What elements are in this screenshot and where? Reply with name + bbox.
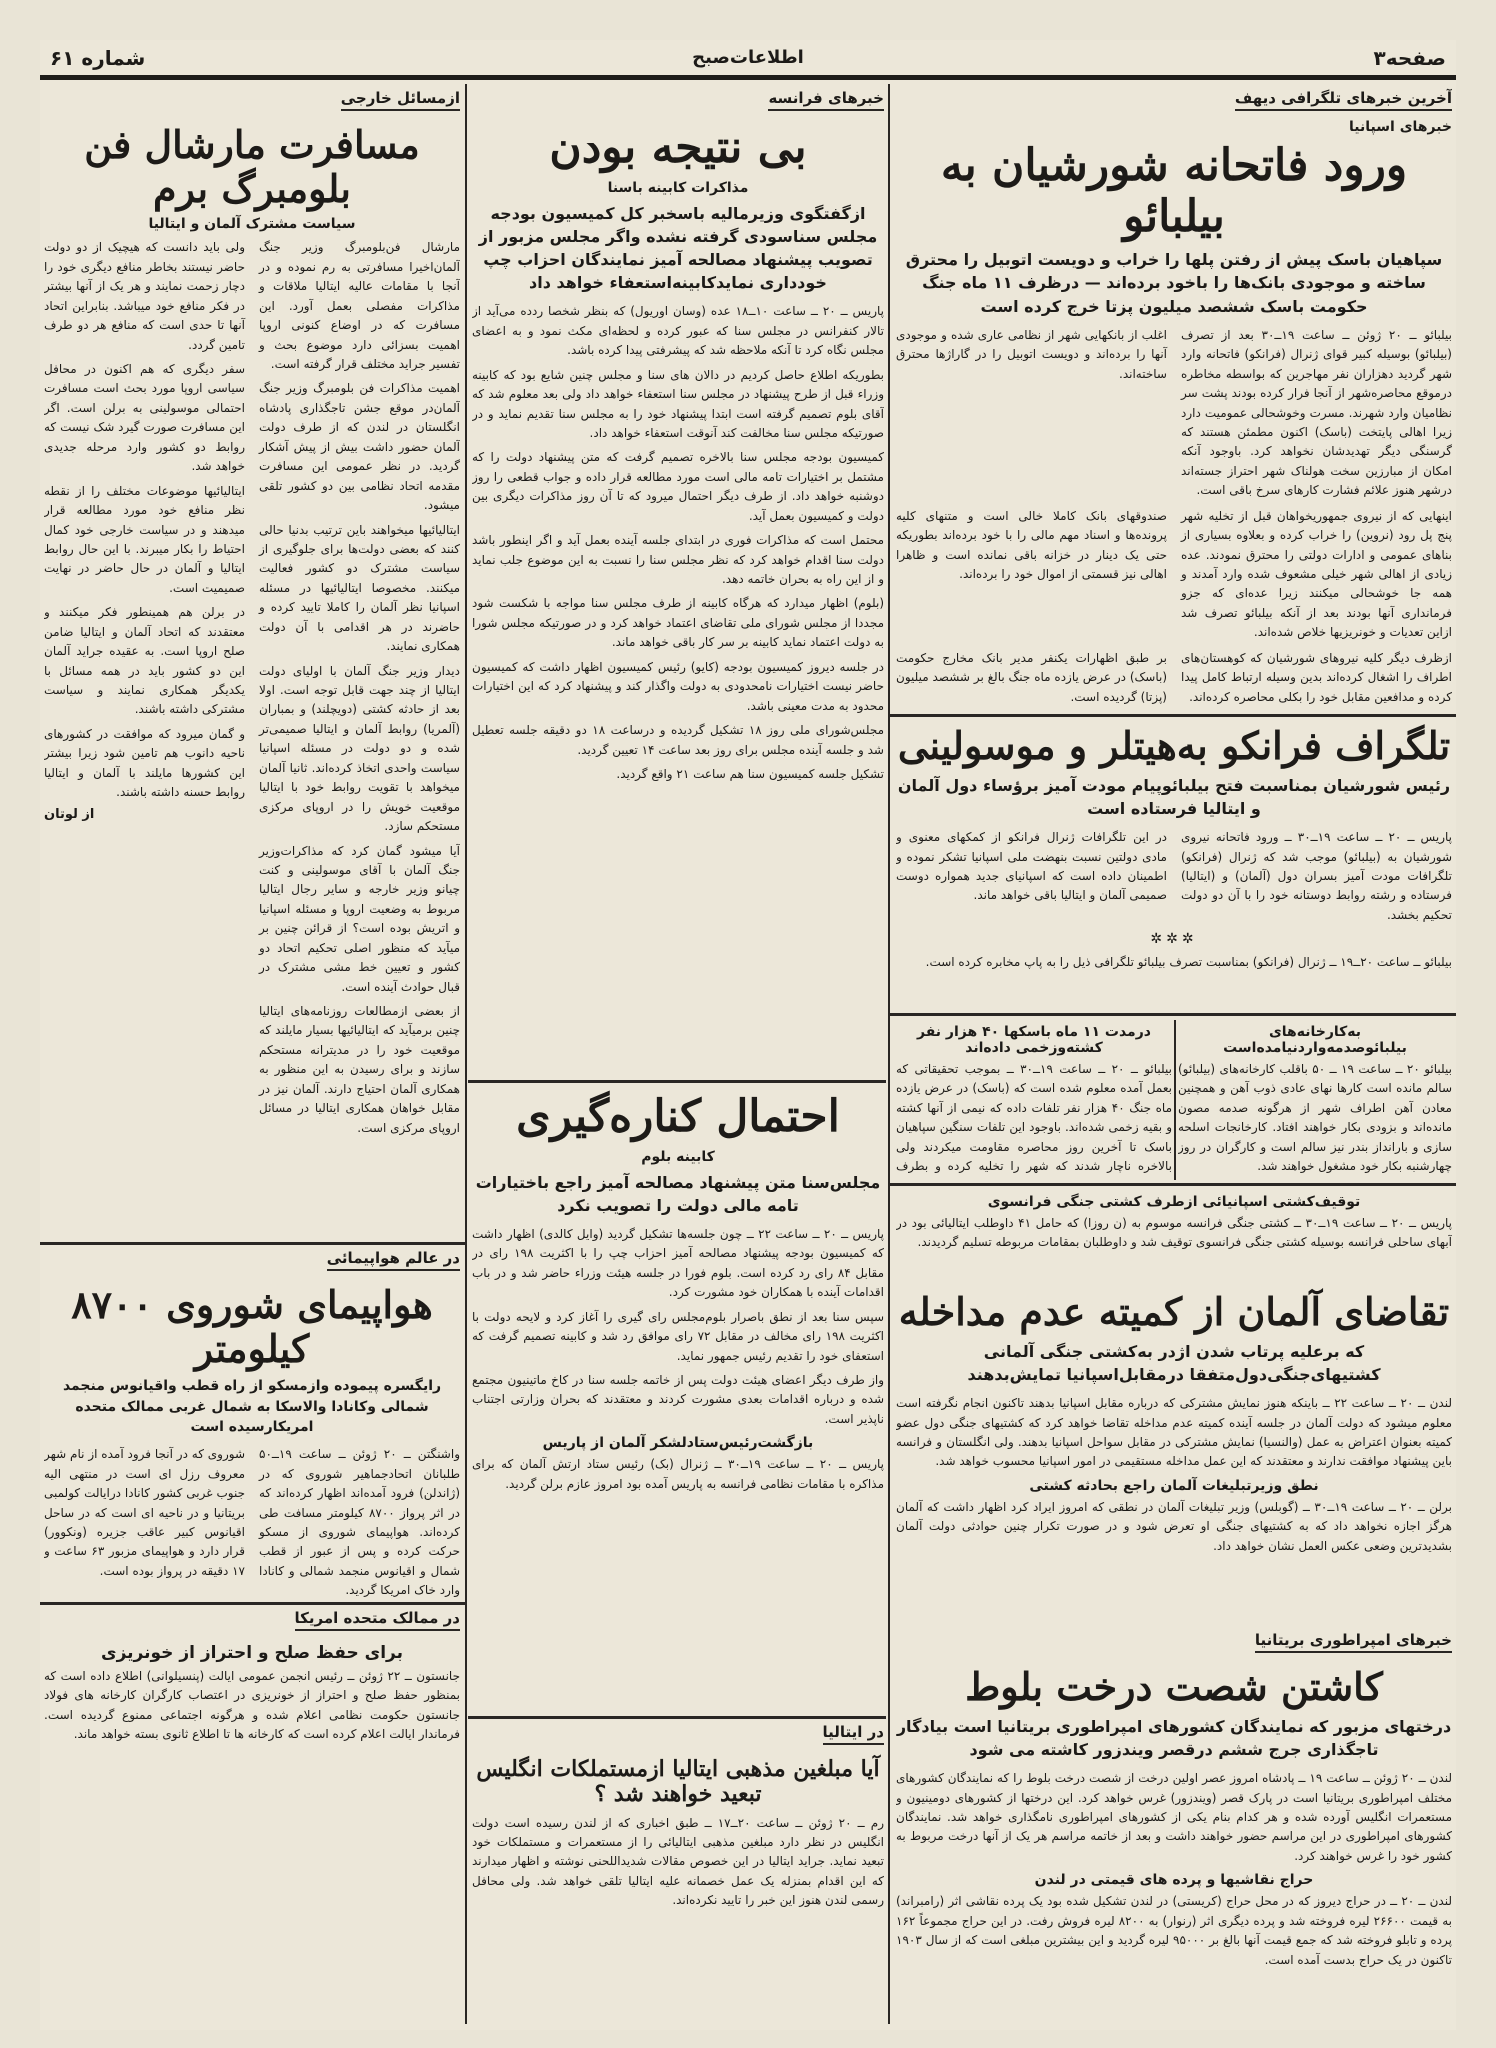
- subheadline: ازگفتگوی وزیرمالیه باسخبر کل کمیسیون بودجه مجلس سناسودی گرفته نشده واگر مجلس مزبور از تصویب پیشنهاد مصالحه آمیز نمایندگان احزاب چپ خودداری نمایدکابینه‌استعفاء خواهد داد: [478, 203, 878, 293]
- body-paragraph: مجلس‌شورای ملی روز ۱۸ تشکیل گردیده و درساعت ۱۸ دو دقیقه جلسه تعطیل شد و جلسه آینده مجلس برای روز بعد ساعت ۱۴ تعیین گردید.: [472, 723, 884, 757]
- article-possible-resignation: [472, 1086, 884, 1712]
- subheadline: سپاهیان باسک پیش از رفتن پلها را خراب و دویست اتوبیل را محترق ساخته و موجودی بانک‌ها را باخود برده‌اند — درظرف ۱۱ ماه جنگ حکومت باسک ششصد میلیون پزتا خرج کرده است: [905, 250, 1443, 316]
- body-paragraph: لندن ــ ۲۰ ــ در حراج دیروز که در محل حراج (کریستی) در لندن تشکیل شده بود یک پرده نقاشی اثر (رامبراند) به قیمت ۲۶۶۰۰ لیره فروخته شد و پرده دیگری اثر (رنوار) به ۸۲۰۰ لیره فروش رفت. در این حراج مجموعاً ۱۶۲ پرده و تابلو فروخته شد که جمع قیمت آنها بالغ بر ۹۵۰۰۰ لیره گردید و این بیشترین مبلغی است که از سال ۱۹۰۳ تاکنون در یک حراج بدست آمده است.: [896, 1894, 1452, 1967]
- body-paragraph: پاریس ــ ۲۰ ــ ساعت ۱۹ــ۳۰ ــ ژنرال (بک) رئیس ستاد ارتش آلمان که برای مذاکره با مقامات نظامی فرانسه به پاریس آمده بود امروز عازم برلن گردید.: [472, 1457, 884, 1491]
- headline: توقیف‌کشتی اسپانیائی ازطرف کشتی جنگی فرانسوی: [987, 1194, 1361, 1210]
- article-bilbao: [896, 88, 1452, 708]
- body-paragraph: در برلن هم همینطور فکر میکنند و معتقدند که اتحاد آلمان و ایتالیا ضامن صلح اروپا است. به عقیده جراید آلمان این دو کشور باید در همه مسائل با یکدیگر همکاری نمایند و سیاست مشترکی داشته باشند.: [44, 605, 245, 717]
- body-paragraph: سفر دیگری که هم اکنون در محافل سیاسی اروپا مورد بحث است مسافرت احتمالی موسولینی به برلن است. اگر این مسافرت صورت گیرد شک نیست که روابط دو کشور وارد مرحله جدیدی خواهد شد.: [44, 362, 245, 474]
- article-franco-telegram: [896, 718, 1452, 1010]
- article-ship-seizure: [896, 1188, 1452, 1280]
- subheadline: مذاکرات کابینه باسنا: [607, 179, 749, 196]
- newspaper-name: اطلاعات‌صبح: [692, 47, 804, 68]
- body-paragraph: بیلبائو ــ ۲۰ ــ ساعت ۱۹ــ۳۰ ــ بموجب تحقیقاتی که بعمل آمده معلوم شده است که (باسک) در عرض یازده ماه جنگ ۴۰ هزار نفر تلفات داده که نیمی از آنها کشته و بقیه زخمی شده‌اند. باوجود این تلفات سنگین سپاهیان باسک تا آخرین روز محاصره مقاومت میکردند ولی بالاخره ناچار شدند که شهر را تخلیه کرده و بطرف: [896, 1062, 1172, 1174]
- body-paragraph: بیلبائو ــ ۲۰ ژوئن ــ ساعت ۱۹ــ۳۰ بعد از تصرف (بیلبائو) بوسیله کبیر قوای ژنرال (فرانکو) فاتحانه وارد شهر گردید دهزاران نفر مهاجرین که بواسطه مخاطره درموقع محاصره‌شهر از آنجا فرار کرده بودند پشت سر نظامیان وارد شهرند. مسرت وخوشحالی عمومیت دارد زیرا اهالی پایتخت (باسک) اکنون مطمئن هستند که گرسنگی دیگر تهدیدشان نخواهد کرد. باوجود آنکه امکان از مبارزین سخت هولناک شهر احتراز جسته‌اند درشهر هنوز علائم فشارت کارهای سرخ باقی است.: [1181, 327, 1452, 498]
- section-kicker: ازمسائل خارجی: [341, 89, 460, 111]
- body-paragraph: سپس سنا بعد از نطق باصرار بلوم‌مجلس رای گیری را آغاز کرد و لایحه دولت با اکثریت ۱۹۸ رای مخالف در مقابل ۷۲ رای موافق رد شد و کابینه تصمیم گرفت که استعفای خود را تقدیم رئیس جمهور نماید.: [472, 1309, 884, 1363]
- article-blum-senate: [472, 88, 884, 1076]
- subheadline: رایگسره پیموده وازمسکو از راه قطب واقیانوس منجمد شمالی وکانادا والاسکا به شمال غربی ممالک متحده امریکارسیده است: [62, 1378, 442, 1435]
- body-paragraph: برلن ــ ۲۰ ــ ساعت ۱۹ــ۳۰ ــ (گوبلس) وزیر تبلیغات آلمان در نطقی که امروز ایراد کرد اظهار داشت که آلمان هرگز اجازه نخواهد داد که به کشتیهای جنگی او تعرض شود و در صورت تکرار چنین حوادثی دولت آلمان بشدیدترین وضعی عکس العمل نشان خواهد داد.: [896, 1499, 1452, 1553]
- headline: احتمال کناره‌گیری: [516, 1091, 840, 1142]
- section-rule: [890, 1183, 1456, 1186]
- body-paragraph: کمیسیون بودجه مجلس سنا بالاخره تصمیم گرفت که متن پیشنهاد دولت را که مشتمل بر اختیارات تامه مالی است مورد مطالعه قرار داده و جواب قطعی را روز دوشنبه خواهد داد. از طرف دیگر احتمال میرود که تا آن روز مذاکرات دیگری بین دولت و کمیسیون بعمل آید.: [472, 450, 884, 523]
- headline: تقاضای آلمان از کمیته عدم مداخله: [898, 1289, 1450, 1334]
- section-rule: [468, 1080, 886, 1083]
- body-paragraph: واز طرف دیگر اعضای هیئت دولت پس از خاتمه جلسه سنا در کاخ ماتینیون مجتمع شده و درباره اقدامات بعدی مشورت کردند و معتقدند که بحران وزارتی اجتناب ناپذیر است.: [472, 1373, 884, 1426]
- source-line: از لوتان: [44, 806, 95, 822]
- body-paragraph: ایتالیائیها میخواهند باین ترتیب بدنیا حالی کنند که بعضی دولت‌ها برای جلوگیری از سیاست مشترک دو کشور فعالیت میکنند. مخصوصا ایتالیائیها در مسئله اسپانیا نظر آلمان را کاملا تایید کرده و حاضرند در هر اقدامی با آن دولت همکاری نمایند.: [259, 522, 460, 654]
- headline: هواپیمای شوروی ۸۷۰۰ کیلومتر: [71, 1282, 433, 1371]
- body-paragraph: پاریس ــ ۲۰ ــ ساعت ۱۹ــ۳۰ ــ کشتی جنگی فرانسه موسوم به (ن روزا) که حامل ۴۱ داوطلب ایتالیائی بود در آبهای ساحلی فرانسه بوسیله کشتی جنگی فرانسوی توقیف شد و داوطلبان بمقامات مربوطه تسلیم گردیدند.: [896, 1216, 1452, 1250]
- body-paragraph: واشنگتن ــ ۲۰ ژوئن ــ ساعت ۱۹ــ۵۰ طلبانان اتحادجماهیر شوروی که در (ژاندلن) فرود آمده‌اند اظهار کرده‌اند که در اثر پرواز ۸۷۰۰ کیلومتر مسافت طی کرده‌اند. هواپیمای شوروی از مسکو حرکت کرده و پس از عبور از قطب شمال و اقیانوس منجمد شمالی و کانادا وارد خاک امریکا گردید.: [259, 1447, 460, 1598]
- headline: مسافرت مارشال فن بلومبرگ برم: [84, 122, 420, 211]
- body-paragraph: ایتالیائیها موضوعات مختلف را از نقطه نظر منافع خود مورد مطالعه قرار میدهند و در سیاست خارجی خود کمال احتیاط را بکار میبرند. با این حال روابط ایتالیا و آلمان در حال حاضر در نهایت صمیمیت است.: [44, 483, 245, 595]
- body-paragraph: شوروی که در آنجا فرود آمده از نام شهر معروف رزل ای است در منتهی الیه جنوب غربی کشور کانادا درایالت کولمبی بریتانیا و در ناحیه ای است که در ساحل اقیانوس کبیر عاقب جزیره (ونکوور) قرار دارد و هواپیمای مزبور ۶۳ ساعت و ۱۷ دقیقه در پرواز بوده است.: [44, 1447, 245, 1578]
- body-paragraph: بطوریکه اطلاع حاصل کردیم در دالان های سنا و مجلس چنین شایع بود که کابینه وزراء قبل از طرح پیشنهاد در مجلس سنا استعفاء خواهد داد ولی بعد معلوم شد که آقای بلوم تصمیم گرفته است ابتدا پیشنهاد خود را به مجلس سنا تقدیم نماید و در صورتیکه مجلس سنا مخالفت کند آنوقت استعفاء خواهد داد.: [472, 367, 884, 440]
- subheadline: رئیس شورشیان بمناسبت فتح بیلبائوپیام مودت آمیز برؤساء دول آلمان و ایتالیا فرستاده است: [897, 775, 1451, 818]
- article-basque-casualties: [896, 1018, 1172, 1180]
- subsection-title: حراج نقاشیها و پرده های قیمتی در لندن: [1034, 1872, 1314, 1889]
- subheadline: کابینه بلوم: [641, 1148, 715, 1165]
- body-paragraph: پاریس ــ ۲۰ ــ ساعت ۲۲ ــ چون جلسه‌ها تشکیل گردید (وایل کالدی) اظهار داشت که کمیسیون بودجه پیشنهاد مصالحه آمیز احزاب چپ را با اکثریت ۱۹۸ رای در مقابل ۸۴ رای رد کرده است. بلوم فورا در جلسه هیئت وزراء حاضر شد و در باب اقدامات آینده با همکاران خود مشورت کرد.: [472, 1226, 884, 1300]
- body-paragraph: در این تلگرافات ژنرال فرانکو از کمکهای معنوی و مادی دولتین نسبت بنهضت ملی اسپانیا تشکر نموده و اطمینان داده است که اسپانیای جدید همواره دوست صمیمی آلمان و ایتالیا باقی خواهد ماند.: [896, 830, 1167, 903]
- newspaper-page: [40, 40, 1456, 2030]
- section-kicker: خبرهای فرانسه: [768, 89, 884, 111]
- headline: به‌کارخانه‌های بیلبائوصدمه‌واردنیامده‌است: [1223, 1024, 1407, 1056]
- body-paragraph: بر طبق اظهارات یکنفر مدیر بانک مخارج حکومت (باسک) در عرض یازده ماه جنگ بالغ بر ششصد میلیون (پزتا) گردیده است.: [896, 650, 1167, 704]
- section-rule: [890, 1013, 1456, 1016]
- headline: درمدت ۱۱ ماه باسکها ۴۰ هزار نفر کشته‌وزخمی داده‌اند: [917, 1024, 1151, 1056]
- column-rule: [465, 84, 467, 2024]
- body-paragraph: آیا میشود گمان کرد که مذاکرات‌وزیر جنگ آلمان با آقای موسولینی و کنت چیانو وزیر خارجه و سایر رجال ایتالیا مربوط به وضعیت اروپا و مسئله اسپانیا و اتریش بوده است؟ از قرائن چنین بر میآید که منظور اصلی تحکیم اتحاد دو کشور و تعیین خط مشی مشترک در قبال حوادث آینده است.: [259, 843, 460, 994]
- section-rule: [468, 1716, 886, 1719]
- headline: برای حفظ صلح و احتراز از خونریزی: [101, 1643, 403, 1663]
- subsection-title: بازگشت‌رئیس‌ستاد‌لشکر آلمان از پاریس: [542, 1435, 814, 1452]
- headline: کاشتن شصت درخت بلوط: [965, 1664, 1383, 1709]
- body-paragraph: تشکیل جلسه کمیسیون سنا هم ساعت ۲۱ واقع گردید.: [616, 766, 884, 781]
- section-kicker: در ممالک متحده امریکا: [295, 1609, 460, 1631]
- section-rule: [40, 1242, 465, 1245]
- headline: تلگراف فرانکو به‌هیتلر و موسولینی: [897, 723, 1451, 768]
- section-kicker: آخرین خبرهای تلگرافی دیهف: [1235, 89, 1452, 111]
- body-paragraph: اغلب از بانکهایی شهر از نظامی عاری شده و موجودی آنها را برده‌اند و دویست اتوبیل را در گاراژها محترق ساخته‌اند.: [896, 327, 1167, 381]
- body-paragraph: بیلبائو ــ ساعت ۲۰ــ۱۹ ــ ژنرال (فرانکو) بمناسبت تصرف بیلبائو تلگرافی ذیل را به پاپ مخابره کرده است.: [925, 955, 1452, 970]
- page-number: صفحه۳: [1373, 45, 1446, 70]
- body-paragraph: از بعضی ازمطالعات روزنامه‌های ایتالیا چنین برمیآید که ایتالیائیها بسیار مایلند که موقعیت خود را در مدیترانه مستحکم سازند و برای رسیدن به این منظور به همکاری آلمان احتیاج دارند. آلمان نیز در مقابل خواهان همکاری ایتالیا در مسائل اروپای مرکزی است.: [259, 1004, 460, 1135]
- article-oak-trees: [896, 1630, 1452, 2024]
- body-paragraph: (بلوم) اظهار میدارد که هرگاه کابینه از طرف مجلس سنا مواجه با شکست شود مجددا از مجلس شورای ملی تقاضای اعتماد خواهد کرد و در صورتیکه مجلس شورا به دولت اعتماد نماید کابینه بر سر کار باقی خواهد ماند.: [472, 596, 884, 650]
- body-paragraph: در جلسه دیروز کمیسیون بودجه (کایو) رئیس کمیسیون اظهار داشت که کمیسیون حاضر نیست اختیارات نامحدودی به دولت واگذار کند و پیشنهاد کرد که این اختیارات محدود به مدت معینی باشد.: [472, 659, 884, 713]
- body-paragraph: و گمان میرود که موافقت در کشورهای ناحیه دانوب هم تامین شود زیرا بیشتر این کشورها مایلند با آلمان و ایتالیا روابط حسنه داشته باشند.: [44, 726, 245, 800]
- article-germany-demand: [896, 1284, 1452, 1624]
- column-rule: [888, 84, 890, 2024]
- body-paragraph: مارشال فن‌بلومبرگ وزیر جنگ آلمان‌اخیرا مسافرتی به رم نموده و در آنجا با مقامات عالیه ایتالیا ملاقات و مذاکرات مفصلی بعمل آورد. این مسافرت که در اوضاع کنونی اروپا اهمیت بسزائی دارد موضوع بحث و تفسیر جراید مختلف قرار گرفته است.: [259, 240, 460, 371]
- article-soviet-flight: [44, 1248, 460, 1598]
- article-usa-strike: [44, 1608, 460, 2024]
- section-rule: [890, 714, 1456, 717]
- article-blomberg-rome: [44, 88, 460, 1238]
- headline: بی نتیجه بودن: [549, 122, 807, 173]
- body-paragraph: ولی باید دانست که هیچیک از دو دولت حاضر نیستند بخاطر منافع دیگری خود را دچار زحمت نمایند و هر یک از آنها بیشتر در فکر منافع خود میباشد. بنابراین اتحاد آنها تا حدی است که منافع هر دو طرف تامین گردد.: [44, 240, 245, 352]
- subheadline: سیاست مشترک آلمان و ایتالیا: [148, 216, 356, 233]
- section-kicker: در عالم هواپیمائی: [327, 1249, 460, 1271]
- body-paragraph: ازظرف دیگر کلیه نیروهای شورشیان که کوهستان‌های اطراف را اشغال کرده‌اند بدین وسیله ارتباط کامل پیدا کرده و مدافعین مقابل خود را بکلی محاصره کرده‌اند.: [1181, 650, 1452, 704]
- body-paragraph: دیدار وزیر جنگ آلمان با اولیای دولت ایتالیا از چند جهت قابل توجه است. اولا بعد از حادثه کشتی (دویچلند) و بمباران (آلمریا) روابط آلمان و ایتالیا صمیمی‌تر شده و دو دولت در مسئله اسپانیا سیاست واحدی اتخاذ کرده‌اند. ثانیا آلمان میخواهد با تقویت روابط خود با ایتالیا موقعیت خویش را در اروپای مرکزی مستحکم سازد.: [259, 663, 460, 834]
- subheadline: درختهای مزبور که نمایندگان کشورهای امپراطوری بریتانیا است بیادگار تاجگذاری جرج ششم درقصر ویندزور کاشته می شود: [896, 1716, 1452, 1759]
- article-bilbao-factories: [1178, 1018, 1452, 1180]
- body-paragraph: لندن ــ ۲۰ ــ ساعت ۲۲ ــ باینکه هنوز نمایش مشترکی که درباره مقابل اسپانیا بدهند تاکنون انجام نگرفته است معلوم میشود که دولت آلمان در جلسه آینده کمیته عدم مداخله تقاضا خواهد کرد که کشتیهای جنگی دول عضو کمیته بعنوان اعتراض به عمل (والنسیا) نمایش مشترکی در مقابل سواحل اسپانیا بدهند. ولی انگلستان و فرانسه باین پیشنهاد موافقت ندارند و معتقدند که این عمل مداخله مستقیمی در امور اسپانیا محسوب خواهد شد.: [896, 1396, 1452, 1469]
- body-paragraph: محتمل است که مذاکرات فوری در ابتدای جلسه آینده بعمل آید و اگر اینطور باشد دولت سنا اقدام خواهد کرد که نظر مجلس سنا را نسبت به این موضوع جلب نماید و از این راه به بحران خاتمه دهد.: [472, 533, 884, 587]
- headline: ورود فاتحانه شورشیان به بیلبائو: [940, 140, 1408, 242]
- column-rule: [1174, 1020, 1176, 1180]
- section-rule: [40, 1602, 465, 1605]
- body-paragraph: لندن ــ ۲۰ ژوئن ــ ساعت ۱۹ ــ پادشاه امروز عصر اولین درخت از شصت درخت بلوط را که نمایندگان کشورهای مختلف امپراطوری بریتانیا است در پارک قصر (ویندزور) غرس خواهد کرد. این درختها از کشورهای دومینیون و مستعمرات انگلیس آورده شده و هر کدام بنام یکی از کشورهای امپراطوری نامگذاری خواهد شد. نمایندگان کشورهای امپراطوری در این مراسم حضور خواهند داشت و بعد از خاتمه مراسم هر یک از آنها درخت مربوط به کشور خود را غرس خواهند کرد.: [896, 1771, 1452, 1863]
- body-paragraph: صندوقهای بانک کاملا خالی است و متنهای کلیه پرونده‌ها و اسناد مهم مالی را با خود برده‌اند بطوریکه حتی یک دینار در خزانه باقی نمانده است و ظاهرا اهالی نیز قسمتی از اموال خود را برده‌اند.: [896, 508, 1167, 581]
- article-italy-missionaries: [472, 1722, 884, 2024]
- body-paragraph: پاریس ــ ۲۰ ــ ساعت ۱۹ــ۳۰ ــ ورود فاتحانه نیروی شورشیان به (بیلبائو) موجب شد که ژنرال (فرانکو) تلگرافات مودت آمیز بسران دول (آلمان) و (ایتالیا) فرستاده و رشته روابط دوستانه خود را با آن دو دولت تحکیم بخشد.: [1181, 830, 1452, 922]
- body-paragraph: اهمیت مذاکرات فن بلومبرگ وزیر جنگ آلمان‌در موقع جشن تاجگذاری پادشاه انگلستان در لندن که از طرف دولت آلمان حضور داشت بیش از پیش آشکار گردید. در نظر عمومی این مسافرت مقدمه اتحاد نظامی بین دو کشور تلقی میشود.: [259, 381, 460, 513]
- masthead: [40, 40, 1456, 80]
- body-paragraph: جانستون ــ ۲۲ ژوئن ــ رئیس انجمن عمومی ایالت (پنسیلوانی) اطلاع داده است که بمنظور حفظ صلح و احتراز از خونریزی در اعتصاب کارگران کارخانه های فولاد جانستون حکومت نظامی اعلام شده و هرگونه اجتماعی ممنوع گردیده است. فرماندار ایالت اعلام کرده است که کارخانه ها تا اطلاع ثانوی بسته خواهد ماند.: [44, 1669, 460, 1742]
- body-paragraph: پاریس ــ ۲۰ ــ ساعت ۱۰ــ۱۸ عده (وسان اوریول) که بنظر شخصا ردده می‌آید از تالار کنفرانس در مجلس سنا که عبور کرده و لحظه‌ای مکث نمود و به اعضای مجلس نگاه کرد تا آنکه ملاحظه شد که پیشرفتی پیدا کرده باشد.: [472, 304, 884, 358]
- headline: آیا مبلغین مذهبی ایتالیا ازمستملکات انگلیس تبعید خواهند شد ؟: [476, 1756, 880, 1808]
- subheadline: مجلس‌سنا متن پیشنهاد مصالحه آمیز راجع باختیارات تامه مالی دولت را تصویب نکرد: [475, 1172, 881, 1215]
- body-paragraph: بیلبائو ۲۰ ــ ساعت ۱۹ ــ ۵۰ باقلب کارخانه‌های (بیلبائو) سالم مانده است کارها نهای عادی ذوب آهن و همچنین معادن آهن اطراف شهر از هرگونه صدمه مصون مانده‌اند و بزودی بکار خواهند افتاد. کارخانجات اسلحه سازی و بارانداز بندر نیز سالم است و کارگران در روز چهارشنبه بکار خود مشغول خواهند شد.: [1178, 1062, 1452, 1174]
- body-paragraph: اینهایی که از نیروی جمهوریخواهان قبل از تخلیه شهر پنج پل رود (نروین) را خراب کرده و بعلاوه بسیاری از بناهای عمومی و ادارات دولتی را محترق نمودند. عده زیادی از اهالی شهر خیلی مشعوف شده وارد آمدند و همه جا خوشحالی میکنند زیرا عده‌ای که جزو فرمانداری آنها بودند بعد از آنکه بیلبائو تصرف شد ازاین تعدیات و خونریزیها خلاص شده‌اند.: [1181, 508, 1452, 640]
- body-paragraph: رم ــ ۲۰ ژوئن ــ ساعت ۲۰ــ۱۷ ــ طبق اخباری که از لندن رسیده است دولت انگلیس در نظر دارد مبلغین مذهبی ایتالیائی را از مستعمرات و مستملکات خود تبعید نماید. جراید ایتالیا در این خصوص مقالات شدیداللحنی نوشته و اظهار میدارند که این اقدام بمنزله یک عمل خصمانه علیه ایتالیا تلقی خواهد شد. ولی محافل رسمی لندن هنوز این خبر را تایید نکرده‌اند.: [472, 1815, 884, 1908]
- issue-number: شماره ۶۱: [50, 45, 146, 70]
- section-kicker: در ایتالیا: [823, 1723, 884, 1745]
- subheadline: که برعلیه پرتاب شدن اژدر به‌کشتی جنگی آلمانی کشتیهای‌جنگی‌دول‌متفقا درمقابل‌اسپانیا تمایش‌بدهند: [967, 1341, 1381, 1384]
- separator-stars: ✲✲✲: [1150, 931, 1198, 948]
- section-kicker: خبرهای امپراطوری بریتانیا: [1255, 1631, 1452, 1653]
- subsection-title: نطق وزیرتبلیغات آلمان راجع بحادثه کشتی: [1029, 1477, 1319, 1494]
- region-label: خبرهای اسپانیا: [1349, 119, 1452, 135]
